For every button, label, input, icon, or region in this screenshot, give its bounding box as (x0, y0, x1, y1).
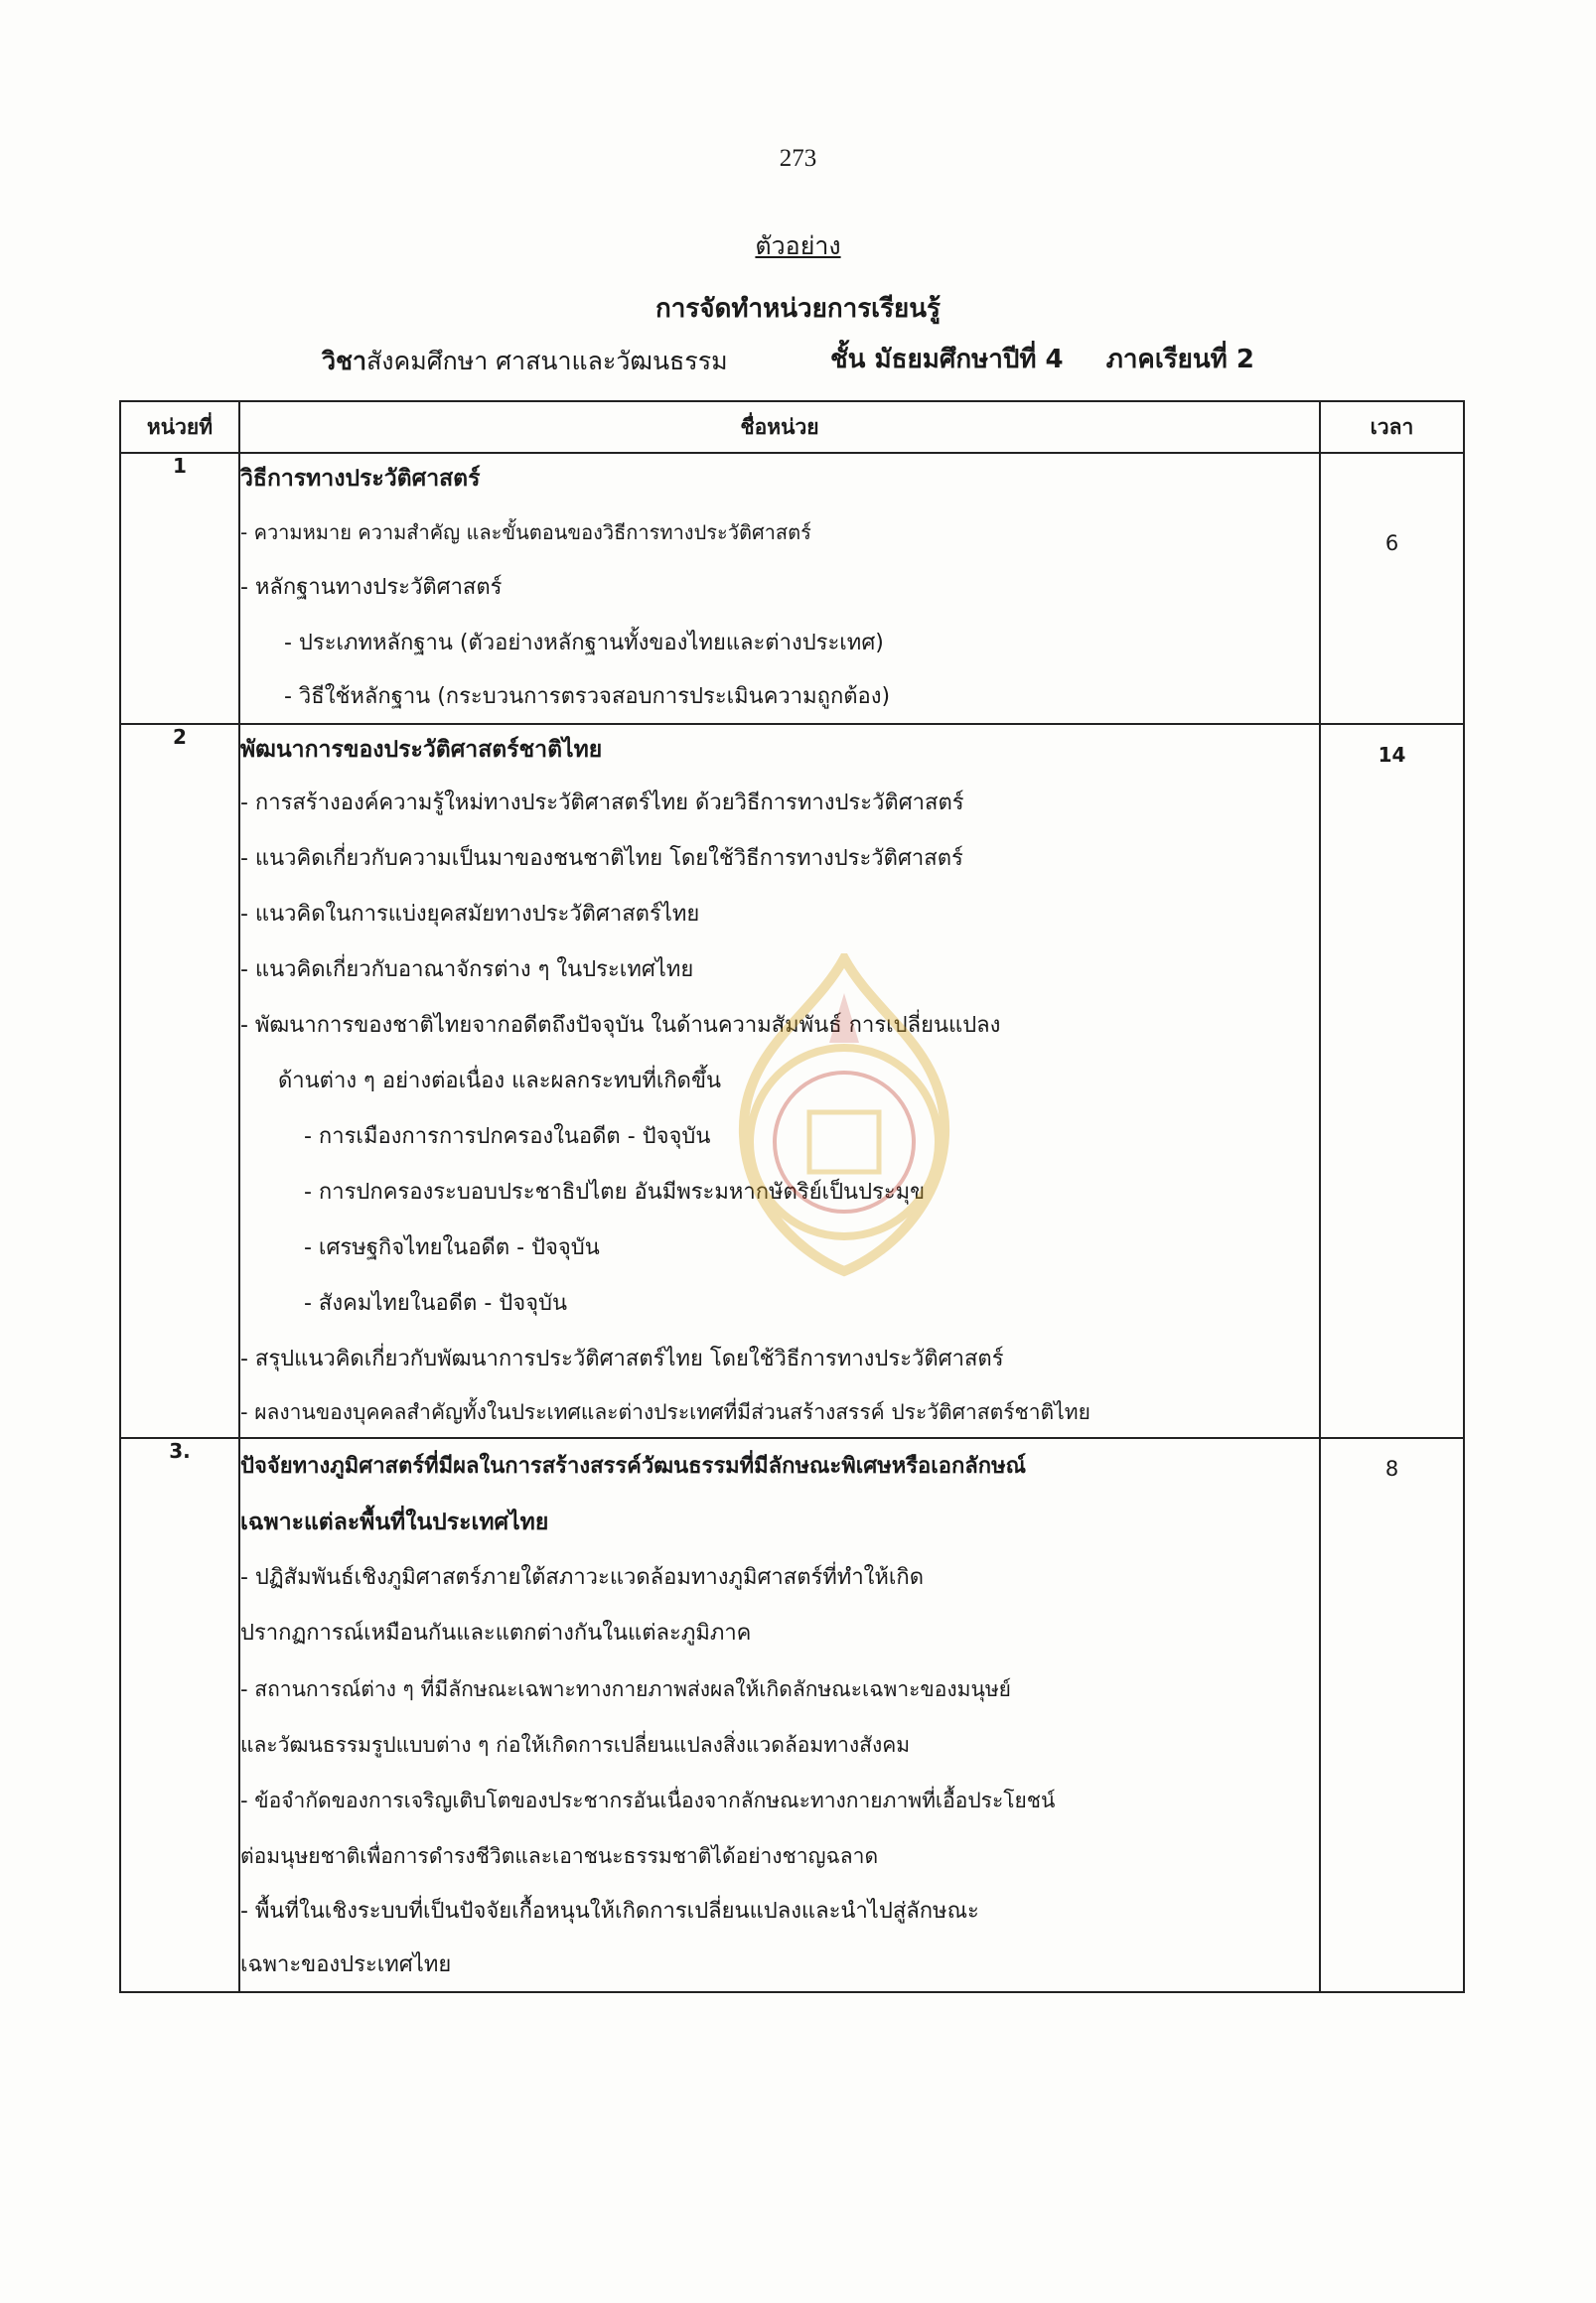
unit-content (239, 724, 1320, 1438)
grade-label: ชั้น มัธยมศึกษาปีที่ 4 (830, 345, 1064, 374)
unit-item: - การสร้างองค์ความรู้ใหม่ทางประวัติศาสตร์ไทย ด้วยวิธีการทางประวัติศาสตร์ (240, 791, 964, 815)
unit-title: พัฒนาการของประวัติศาสตร์ชาติไทย (240, 737, 603, 763)
subject-prefix: วิชา (322, 347, 367, 375)
example-label: ตัวอย่าง (755, 231, 841, 260)
unit-item: - ผลงานของบุคคลสำคัญทั้งในประเทศและต่างประเทศที่มีส่วนสร้างสรรค์ ประวัติศาสตร์ชาติไทย (240, 1400, 1090, 1424)
unit-item: - แนวคิดเกี่ยวกับความเป็นมาของชนชาติไทย โดยใช้วิธีการทางประวัติศาสตร์ (240, 846, 963, 871)
learning-units-table (119, 400, 1465, 1993)
unit-item: - ประเภทหลักฐาน (ตัวอย่างหลักฐานทั้งของไทยและต่างประเทศ) (284, 631, 884, 655)
unit-content (239, 453, 1320, 724)
unit-number: 2 (120, 724, 239, 1438)
table-header-row (120, 401, 1464, 453)
semester-label: ภาคเรียนที่ 2 (1105, 345, 1254, 374)
subject-name: สังคมศึกษา ศาสนาและวัฒนธรรม (366, 347, 728, 375)
unit-title: ปัจจัยทางภูมิศาสตร์ที่มีผลในการสร้างสรรค์วัฒนธรรมที่มีลักษณะพิเศษหรือเอกลักษณ์ (240, 1454, 1027, 1479)
unit-hours: 8 (1320, 1438, 1464, 1992)
subject-line (322, 342, 728, 381)
unit-number: 1 (120, 453, 239, 724)
unit-number: 3. (120, 1438, 239, 1992)
grade-line (830, 339, 1254, 379)
unit-hours: 14 (1320, 724, 1464, 1438)
table-row (120, 453, 1464, 724)
unit-item: - พัฒนาการของชาติไทยจากอดีตถึงปัจจุบัน ในด้านความสัมพันธ์ การเปลี่ยนแปลง (240, 1013, 1001, 1038)
unit-item: - การปกครองระบอบประชาธิปไตย อันมีพระมหากษัตริย์เป็นประมุข (304, 1180, 926, 1205)
unit-item: ต่อมนุษยชาติเพื่อการดำรงชีวิตและเอาชนะธรรมชาติได้อย่างชาญฉลาด (240, 1844, 879, 1868)
header-unit-no: หน่วยที่ (120, 401, 239, 453)
header-unit-name: ชื่อหน่วย (239, 401, 1320, 453)
unit-item: - สรุปแนวคิดเกี่ยวกับพัฒนาการประวัติศาสตร์ไทย โดยใช้วิธีการทางประวัติศาสตร์ (240, 1347, 1004, 1371)
table-row (120, 724, 1464, 1438)
unit-hours: 6 (1320, 453, 1464, 724)
unit-item: - การเมืองการการปกครองในอดีต - ปัจจุบัน (304, 1124, 711, 1149)
unit-item: - สถานการณ์ต่าง ๆ ที่มีลักษณะเฉพาะทางกายภาพส่งผลให้เกิดลักษณะเฉพาะของมนุษย์ (240, 1677, 1011, 1701)
unit-item: - แนวคิดในการแบ่งยุคสมัยทางประวัติศาสตร์ไทย (240, 902, 700, 927)
unit-item: - หลักฐานทางประวัติศาสตร์ (240, 575, 503, 600)
unit-item: - ข้อจำกัดของการเจริญเติบโตของประชากรอันเนื่องจากลักษณะทางกายภาพที่เอื้อประโยชน์ (240, 1789, 1056, 1812)
unit-item: และวัฒนธรรมรูปแบบต่าง ๆ ก่อให้เกิดการเปลี่ยนแปลงสิ่งแวดล้อมทางสังคม (240, 1733, 911, 1757)
page-number: 273 (779, 145, 817, 172)
unit-item: - สังคมไทยในอดีต - ปัจจุบัน (304, 1291, 568, 1316)
unit-item: - แนวคิดเกี่ยวกับอาณาจักรต่าง ๆ ในประเทศไทย (240, 957, 694, 982)
table-row (120, 1438, 1464, 1992)
document-title: การจัดทำหน่วยการเรียนรู้ (654, 294, 942, 324)
unit-content (239, 1438, 1320, 1992)
unit-item: ปรากฏการณ์เหมือนกันและแตกต่างกันในแต่ละภูมิภาค (240, 1621, 752, 1646)
unit-item: - เศรษฐกิจไทยในอดีต - ปัจจุบัน (304, 1235, 600, 1260)
header-hours: เวลา (1320, 401, 1464, 453)
unit-title: วิธีการทางประวัติศาสตร์ (240, 466, 481, 492)
unit-item: - พื้นที่ในเชิงระบบที่เป็นปัจจัยเกื้อหนุนให้เกิดการเปลี่ยนแปลงและนำไปสู่ลักษณะ (240, 1899, 979, 1924)
unit-item: - ความหมาย ความสำคัญ และขั้นตอนของวิธีการทางประวัติศาสตร์ (240, 520, 811, 544)
unit-item: - วิธีใช้หลักฐาน (กระบวนการตรวจสอบการประเมินความถูกต้อง) (284, 684, 891, 709)
unit-item: เฉพาะของประเทศไทย (240, 1952, 452, 1977)
unit-item: ด้านต่าง ๆ อย่างต่อเนื่อง และผลกระทบที่เกิดขึ้น (278, 1069, 722, 1093)
unit-title: เฉพาะแต่ละพื้นที่ในประเทศไทย (240, 1510, 549, 1535)
unit-item: - ปฏิสัมพันธ์เชิงภูมิศาสตร์ภายใต้สภาวะแวดล้อมทางภูมิศาสตร์ที่ทำให้เกิด (240, 1565, 925, 1590)
